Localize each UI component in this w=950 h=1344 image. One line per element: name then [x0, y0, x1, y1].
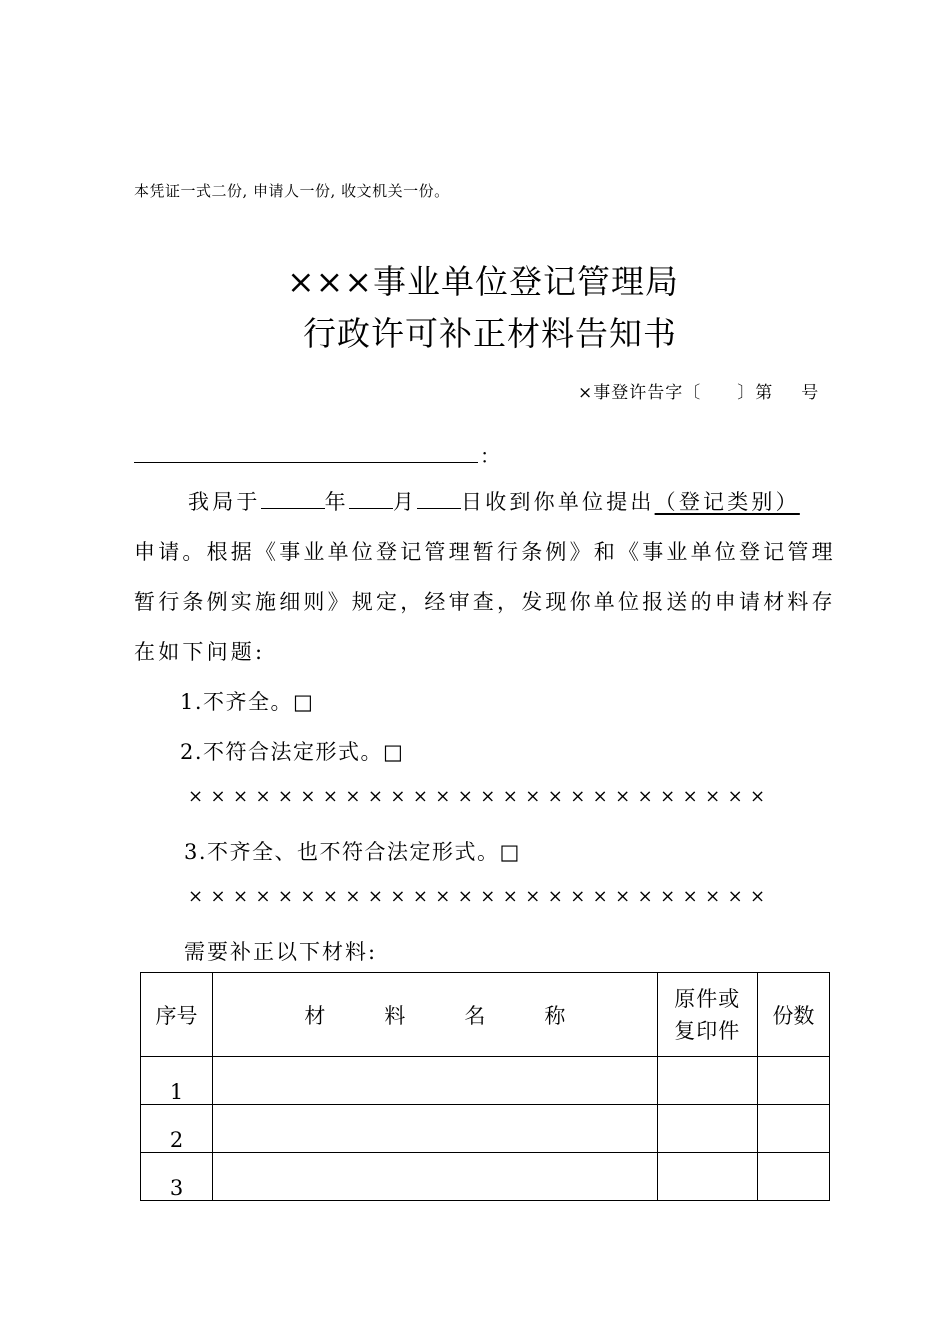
- day-blank[interactable]: [417, 488, 461, 509]
- problem-item-2: 2.不符合法定形式。□: [180, 740, 405, 764]
- header-name-char: 称: [544, 1003, 566, 1028]
- paragraph-line-4: 在如下问题:: [134, 640, 266, 664]
- addressee-colon: ：: [480, 444, 500, 468]
- header-name-char: 料: [384, 1003, 406, 1028]
- paragraph-line-1: [188, 486, 800, 516]
- count-cell[interactable]: [757, 1057, 829, 1105]
- problem-item-3: 3.不齐全、也不符合法定形式。□: [184, 840, 521, 864]
- year-blank[interactable]: [261, 488, 325, 509]
- doc-no-suffix: 号: [801, 383, 820, 403]
- table-row: [141, 1057, 830, 1105]
- materials-needed-label: 需要补正以下材料:: [184, 940, 378, 964]
- table-header-row: [141, 973, 830, 1057]
- header-name-char: 材: [304, 1003, 326, 1028]
- table-row: [141, 1153, 830, 1201]
- copies-note: 本凭证一式二份, 申请人一份, 收文机关一份。: [134, 182, 450, 200]
- material-name-cell[interactable]: [213, 1105, 658, 1153]
- header-count: 份数: [757, 973, 829, 1057]
- title-line-1: ×××事业单位登记管理局: [287, 262, 679, 301]
- month-blank[interactable]: [349, 488, 393, 509]
- document-number: [578, 378, 819, 403]
- addressee-blank[interactable]: [134, 462, 478, 463]
- header-seq: 序号: [141, 973, 213, 1057]
- table-row: [141, 1105, 830, 1153]
- para-month: 月: [392, 490, 418, 514]
- original-or-copy-cell[interactable]: [657, 1105, 757, 1153]
- problem-item-1: 1.不齐全。□: [180, 690, 315, 714]
- doc-no-bracket-close: 〕第: [737, 383, 774, 403]
- doc-no-prefix: ×事登许告字〔: [578, 383, 702, 403]
- placeholder-x-line-1: ××××××××××××××××××××××××××: [188, 786, 773, 807]
- header-orig-line-1: 原件或: [674, 986, 741, 1011]
- registration-category: （登记类别）: [654, 490, 800, 514]
- materials-table: [140, 972, 830, 1201]
- original-or-copy-cell[interactable]: [657, 1057, 757, 1105]
- material-name-cell[interactable]: [213, 1153, 658, 1201]
- row-number: 3: [141, 1153, 213, 1201]
- count-cell[interactable]: [757, 1153, 829, 1201]
- header-original-or-copy: [657, 973, 757, 1057]
- para-start: 我局于: [188, 490, 261, 514]
- header-material-name: [213, 973, 658, 1057]
- material-name-cell[interactable]: [213, 1057, 658, 1105]
- paragraph-line-2: 申请。根据《事业单位登记管理暂行条例》和《事业单位登记管理: [134, 540, 836, 564]
- placeholder-x-line-2: ××××××××××××××××××××××××××: [188, 886, 773, 907]
- para-day-received: 日收到你单位提出: [461, 490, 655, 514]
- title-line-2: 行政许可补正材料告知书: [303, 314, 677, 353]
- header-name-char: 名: [464, 1003, 486, 1028]
- row-number: 2: [141, 1105, 213, 1153]
- count-cell[interactable]: [757, 1105, 829, 1153]
- original-or-copy-cell[interactable]: [657, 1153, 757, 1201]
- header-orig-line-2: 复印件: [674, 1018, 741, 1043]
- para-year: 年: [324, 490, 349, 514]
- paragraph-line-3: 暂行条例实施细则》规定，经审查，发现你单位报送的申请材料存: [134, 590, 836, 614]
- row-number: 1: [141, 1057, 213, 1105]
